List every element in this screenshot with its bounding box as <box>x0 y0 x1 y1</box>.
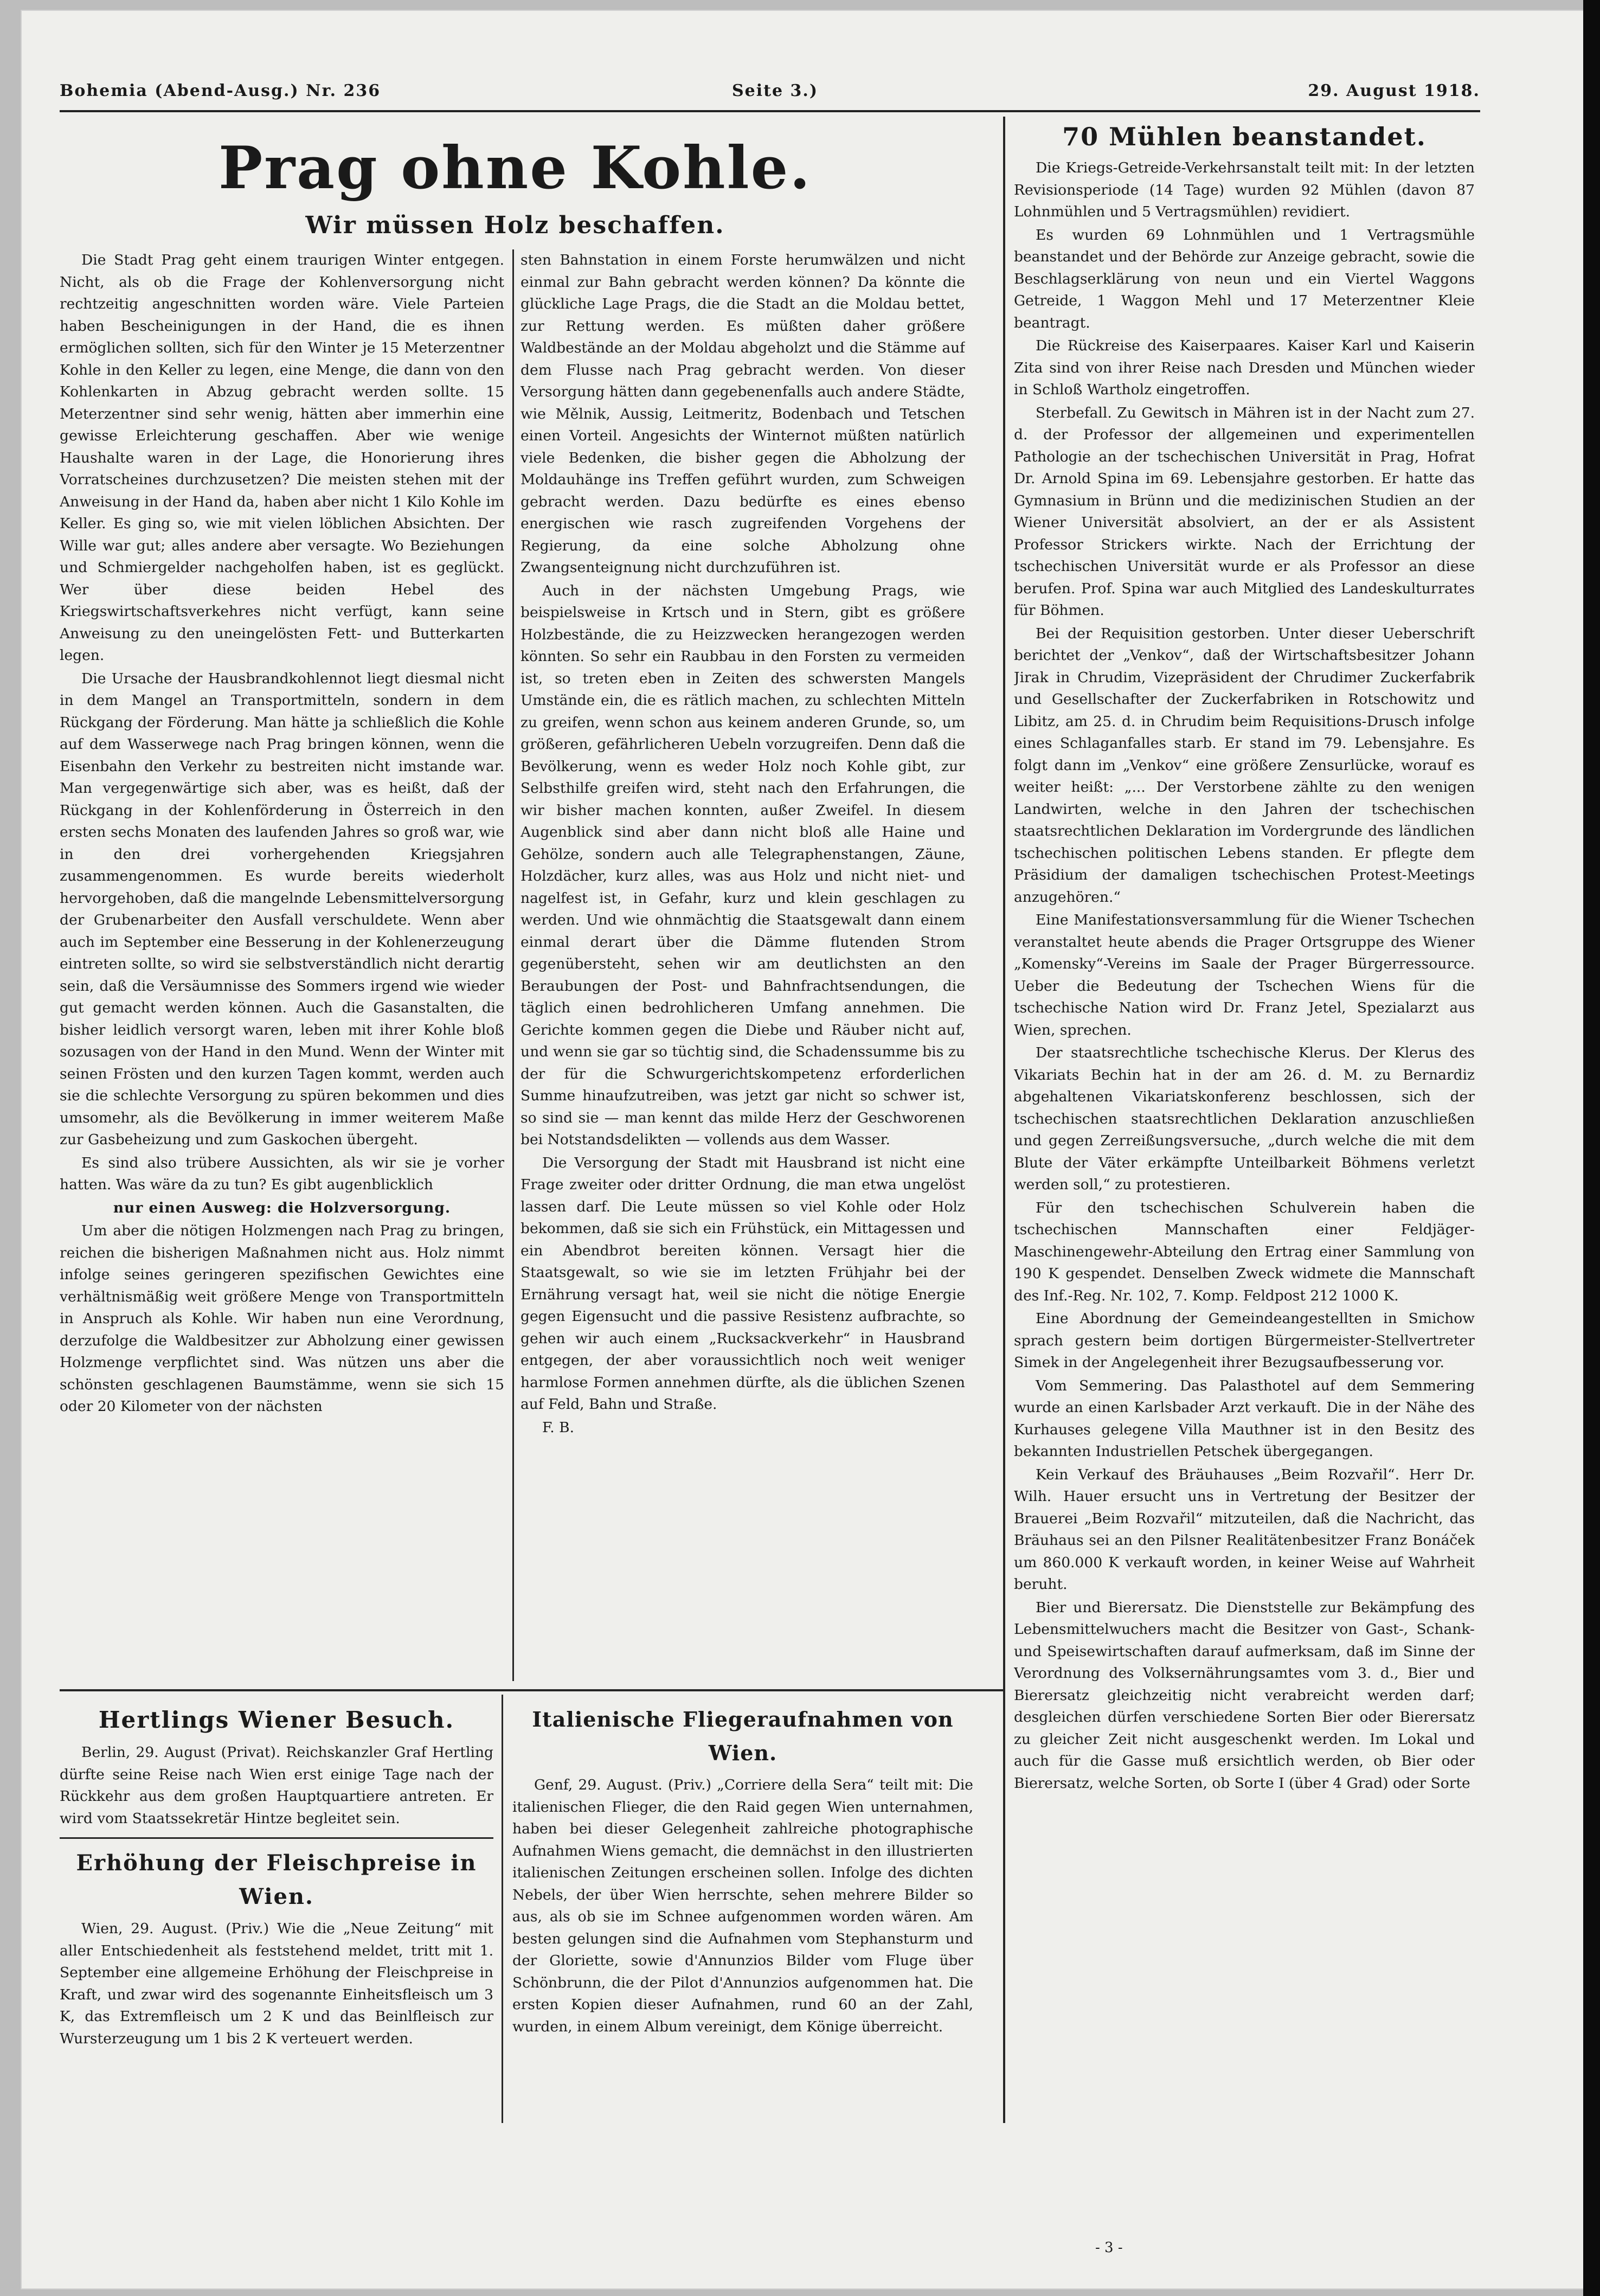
paragraph: Eine Manifestationsversammlung für die Wiener Tschechen veranstaltet heute abends die Prager Ortsgruppe des Wiener „Komensky“-Vereins im Saale der Prager Bürgerressource. Ueber die Bedeutung der Tschechen Wiens für die tschechische Nation wird Dr. Franz Jetel, Spezialarzt aus Wien, sprechen. <box>1014 912 1475 1038</box>
paragraph: Die Versorgung der Stadt mit Hausbrand ist nicht eine Frage zweiter oder dritter Ordnung, die man etwa ungelöst lassen darf. Die Leute müssen so viel Kohle oder Holz bekommen, daß sie sich ein Frühstück, ein Mittagessen und ein Abendbrot bereiten können. Versagt hier die Staatsgewalt, so wie sie im letzten Frühjahr bei der Ernährung versagt hat, weil sie nicht die nötige Energie gegen Eigensucht und die passive Resistenz aufbrachte, so gehen wir auch einem „Rucksackverkehr“ in Hausbrand entgegen, der aber voraussichtlich noch weit weniger harmlose Formen annehmen dürfte, als die üblichen Szenen auf Feld, Bahn und Straße. <box>521 1154 965 1413</box>
paragraph: sten Bahnstation in einem Forste herumwälzen und nicht einmal zur Bahn gebracht werden können? Da könnte die glückliche Lage Prags, die die Stadt an die Moldau bettet, zur Rettung werden. Es müßten daher größere Waldbestände an der Moldau abgeholzt und die Stämme auf dem Flusse nach Prag gebracht werden. Von dieser Versorgung hätten dann gegebenenfalls auch andere Städte, wie Mělnik, Aussig, Leitmeritz, Bodenbach und Tetschen einen Vorteil. Angesichts der Winternot müßten natürlich viele Bedenken, die bisher gegen die Abholzung der Moldauhänge ins Treffen geführt wurden, zum Schweigen gebracht werden. Dazu bedürfte es eines ebenso energischen wie rasch zugreifenden Vorgehens der Regierung, da eine solche Abholzung ohne Zwangsenteignung nicht durchzuführen ist. <box>521 252 965 576</box>
column-divider <box>1003 117 1005 2123</box>
main-article-subtitle: Wir müssen Holz beschaffen. <box>305 211 725 239</box>
bottom-left-articles <box>60 1703 493 2126</box>
paragraph: Berlin, 29. August (Privat). Reichskanzler Graf Hertling dürfte seine Reise nach Wien erst einige Tage nach der Rückkehr aus dem großen Hauptquartiere antreten. Er wird vom Staatssekretär Hintze begleitet sein. <box>60 1744 493 1827</box>
paragraph: Bier und Bierersatz. Die Dienststelle zur Bekämpfung des Lebensmittelwuchers macht die Besitzer von Gast-, Schank- und Speisewirtschaften darauf aufmerksam, daß im Sinne der Verordnung des Volksernährungsamtes vom 3. d., Bier und Bierersatz gleichzeitig nicht verabreicht werden darf; desgleichen dürfen verschiedene Sorten Bier oder Bierersatz zu gleicher Zeit nicht ausgeschenkt werden. Im Lokal und auch für die Gasse muß ersichtlich werden, ob Bier oder Bierersatz, welche Sorten, ob Sorte I (über 4 Grad) oder Sorte <box>1014 1599 1475 1792</box>
paragraph: Der staatsrechtliche tschechische Klerus. Der Klerus des Vikariats Bechin hat in der am 26. d. M. zu Bernardiz abgehaltenen Vikariatskonferenz beschlossen, sich der tschechischen staatsrechtlichen Deklaration anzuschließen und gegen Zerreißungsversuche, „durch welche die mit dem Blute der Väter erkämpfte Unteilbarkeit Böhmens verletzt werden soll,“ zu protestieren. <box>1014 1044 1475 1193</box>
paragraph: Auch in der nächsten Umgebung Prags, wie beispielsweise in Krtsch und in Stern, gibt es größere Holzbestände, die zu Heizzwecken herangezogen werden könnten. So sehr ein Raubbau in den Forsten zu vermeiden ist, so treten eben in Zeiten des schwersten Mangels Umstände ein, die es rätlich machen, zu schlechten Mitteln zu greifen, wenn schon aus keinem anderen Grunde, so, um größeren, gefährlicheren Uebeln vorzugreifen. Denn daß die Bevölkerung, wenn es weder Holz noch Kohle gibt, zur Selbsthilfe greifen wird, steht nach den Erfahrungen, die wir bisher machen konnten, außer Zweifel. In diesem Augenblick sind aber dann nicht bloß alle Haine und Gehölze, sondern auch alle Telegraphenstangen, Zäune, Holzdächer, kurz alles, was aus Holz und nicht niet- und nagelfest ist, in Gefahr, kurz und klein geschlagen zu werden. Und wie ohnmächtig die Staatsgewalt dann einem einmal derart über die Dämme flutenden Strom gegenübersteht, sehen wir am deutlichsten an den Beraubungen der Post- und Bahnfrachtsendungen, die täglich einen bedrohlicheren Umfang annehmen. Die Gerichte kommen gegen die Diebe und Räuber nicht auf, und wenn sie gar so tüchtig sind, die Schadenssumme bis zu der für die Schwurgerichtskompetenz erforderlichen Summe hinaufzutreiben, was jetzt gar nicht so schwer ist, so sind sie — man kennt das milde Herz der Geschworenen bei Notstandsdelikten — vollends aus dem Wasser. <box>521 582 965 1148</box>
paragraph: Wien, 29. August. (Priv.) Wie die „Neue Zeitung“ mit aller Entschiedenheit als feststehend meldet, tritt mit 1. September eine allgemeine Erhöhung der Fleischpreise in Kraft, und zwar wird des sogenannte Einheitsfleisch um 3 K, das Extremfleisch um 2 K und das Beinlfleisch zur Wursterzeugung um 1 bis 2 K verteuert werden. <box>60 1920 493 2047</box>
column-divider <box>512 249 514 1681</box>
paragraph: Genf, 29. August. (Priv.) „Corriere della Sera“ teilt mit: Die italienischen Flieger, die den Raid gegen Wien unternahmen, haben bei dieser Gelegenheit zahlreiche photographische Aufnahmen Wiens gemacht, die demnächst in den illustrierten italienischen Zeitungen erscheinen sollen. Infolge des dichten Nebels, der über Wien herrschte, sehen mehrere Bilder so aus, als ob sie im Schnee aufgenommen worden wären. Am besten gelungen sind die Aufnahmen vom Stephansturm und der Gloriette, sowie d'Annunzios Bilder vom Fluge über Schönbrunn, die der Pilot d'Annunzios aufgenommen hat. Die ersten Kopien dieser Aufnahmen, rund 60 an der Zahl, wurden, in einem Album vereinigt, dem Könige überreicht. <box>512 1776 973 2035</box>
paragraph: Kein Verkauf des Bräuhauses „Beim Rozvařil“. Herr Dr. Wilh. Hauer ersucht uns in Vertretung der Besitzer der Brauerei „Beim Rozvařil“ mitzuteilen, daß die Nachricht, das Bräuhaus sei an den Pilsner Realitätenbesitzer Franz Bonáček um 860.000 K verkauft worden, in keiner Weise auf Wahrheit beruht. <box>1014 1466 1475 1593</box>
main-article-col1 <box>60 249 504 1681</box>
article-signature: F. B. <box>542 1419 575 1436</box>
main-article-heading <box>60 130 971 249</box>
header-date: 29. August 1918. <box>1308 81 1480 100</box>
paragraph: Es sind also trübere Aussichten, als wir sie je vorher hatten. Was wäre da zu tun? Es gibt augenblicklich <box>60 1154 504 1193</box>
paragraph: Die Kriegs-Getreide-Verkehrsanstalt teilt mit: In der letzten Revisionsperiode (14 Tage) wurden 92 Mühlen (davon 87 Lohnmühlen und 5 Vertragsmühlen) revidiert. <box>1014 159 1475 220</box>
paragraph: Vom Semmering. Das Palasthotel auf dem Semmering wurde an einen Karlsbader Arzt verkauft. Die in der Nähe des Kurhauses gelegene Villa Mauthner ist in den Besitz des bekannten Industriellen Petschek übergegangen. <box>1014 1377 1475 1460</box>
paragraph: Die Ursache der Hausbrandkohlennot liegt diesmal nicht in dem Mangel an Transportmitteln, sondern in dem Rückgang der Förderung. Man hätte ja schließlich die Kohle auf dem Wasserwege nach Prag bringen können, wenn die Eisenbahn den Verkehr zu bestreiten nicht imstande war. Man vergegenwärtige sich aber, was es heißt, daß der Rückgang in der Kohlenförderung in Österreich in den ersten sechs Monaten des laufenden Jahres so groß war, wie in den drei vorhergehenden Kriegsjahren zusammengenommen. Es wurde bereits wiederholt hervorgehoben, daß die mangelnde Lebensmittelversorgung der Grubenarbeiter den Ausfall verschuldete. Wenn aber auch im September eine Besserung in der Kohlenerzeugung eintreten sollte, so wird sie selbstverständlich nicht derartig sein, daß die Versäumnisse des Sommers irgend wie wieder gut gemacht werden können. Auch die Gasanstalten, die bisher leidlich versorgt waren, leben mit ihrer Kohle bloß sozusagen von der Hand in den Mund. Wenn der Winter mit seinen Frösten und den kurzen Tagen kommt, werden auch sie die schlechte Versorgung zu spüren bekommen und dies umsomehr, als die Bevölkerung in immer weiterem Maße zur Gasbeheizung und zum Gaskochen übergeht. <box>60 670 504 1148</box>
article-divider <box>60 1837 493 1839</box>
paragraph: Die Rückreise des Kaiserpaares. Kaiser Karl und Kaiserin Zita sind von ihrer Reise nach Dresden und München wieder in Schloß Wartholz eingetroffen. <box>1014 337 1475 398</box>
header-rule <box>60 110 1480 112</box>
paragraph: Für den tschechischen Schulverein haben die tschechischen Mannschaften einer Feldjäger-Maschinengewehr-Abteilung den Ertrag einer Sammlung von 190 K gespendet. Denselben Zweck widmete die Mannschaft des Inf.-Reg. Nr. 102, 7. Komp. Feldpost 212 1000 K. <box>1014 1199 1475 1304</box>
main-article-title: Prag ohne Kohle. <box>219 134 812 202</box>
section-divider <box>60 1689 1003 1691</box>
column-divider <box>502 1695 503 2123</box>
article-title-fleischpreise: Erhöhung der Fleischpreise in Wien. <box>76 1850 477 1909</box>
page-header <box>60 81 1480 106</box>
section-heading: nur einen Ausweg: die Holzversorgung. <box>113 1199 451 1216</box>
header-publication: Bohemia (Abend-Ausg.) Nr. 236 <box>60 81 381 100</box>
paragraph: Um aber die nötigen Holzmengen nach Prag zu bringen, reichen die bisherigen Maßnahmen nicht aus. Holz nimmt infolge seines geringeren spezifischen Gewichtes eine verhältnismäßig weit größere Menge von Transportmitteln in Anspruch als Kohle. Wir haben nun eine Verordnung, derzufolge die Waldbesitzer zur Abholzung einer gewissen Holzmenge verpflichtet sind. Was nützen uns aber die schönsten geschlagenen Baumstämme, wenn sie sich 15 oder 20 Kilometer von der nächsten <box>60 1222 504 1415</box>
right-column <box>1014 119 1475 2147</box>
article-title-hertling: Hertlings Wiener Besuch. <box>98 1707 455 1733</box>
bottom-center-article <box>512 1703 973 2126</box>
paragraph: Bei der Requisition gestorben. Unter dieser Ueberschrift berichtet der „Venkov“, daß der Wirtschaftsbesitzer Johann Jirak in Chrudim, Vizepräsident der Chrudimer Zuckerfabrik und Gesellschafter der Zuckerfabriken in Rotschowitz und Libitz, am 25. d. in Chrudim beim Requisitions-Drusch infolge eines Schlaganfalles starb. Er stand im 79. Lebensjahre. Es folgt dann im „Venkov“ eine größere Zensurlücke, worauf es weiter heißt: „... Der Verstorbene zählte zu den wenigen Landwirten, welche in den Jahren der tschechischen staatsrechtlichen Deklaration im Vordergrunde des ländlichen tschechischen politischen Lebens standen. Er pflegte dem Präsidium der damaligen tschechischen Protest-Meetings anzugehören.“ <box>1014 625 1475 906</box>
paragraph: Es wurden 69 Lohnmühlen und 1 Vertragsmühle beanstandet und der Behörde zur Anzeige gebracht, sowie die Beschlagserklärung von neun und ein Viertel Waggons Getreide, 1 Waggon Mehl und 17 Meterzentner Kleie beantragt. <box>1014 226 1475 331</box>
article-title-flieger: Italienische Fliegeraufnahmen von Wien. <box>532 1707 954 1765</box>
scan-edge <box>1583 0 1600 2296</box>
paragraph: Eine Abordnung der Gemeindeangestellten in Smichow sprach gestern beim dortigen Bürgermeister-Stellvertreter Simek in der Angelegenheit ihrer Bezugsaufbesserung vor. <box>1014 1310 1475 1371</box>
paragraph: Die Stadt Prag geht einem traurigen Winter entgegen. Nicht, als ob die Frage der Kohlenversorgung nicht rechtzeitig angeschnitten worden wäre. Viele Parteien haben Bescheinigungen in der Hand, die es ihnen ermöglichen sollten, sich für den Winter je 15 Meterzentner Kohle in den Keller zu legen, eine Menge, die dann von den Kohlenkarten in Abzug gebracht werden sollte. 15 Meterzentner sind sehr wenig, hätten aber immerhin eine gewisse Erleichterung geschaffen. Aber wie wenige Haushalte waren in der Lage, die Honorierung ihres Vorratscheines durchzusetzen? Die meisten stehen mit der Anweisung in der Hand da, haben aber nicht 1 Kilo Kohle im Keller. Es ging so, wie mit vielen löblichen Absichten. Der Wille war gut; alles andere aber versagte. Wo Beziehungen und Schmiergelder nachgeholfen haben, ist es geglückt. Wer über diese beiden Hebel des Kriegswirtschaftsverkehres nicht verfügt, kann seine Anweisung zu den uneingelösten Fett- und Butterkarten legen. <box>60 252 504 664</box>
header-page: Seite 3.) <box>732 81 819 100</box>
paragraph: Sterbefall. Zu Gewitsch in Mähren ist in der Nacht zum 27. d. der Professor der allgemeinen und experimentellen Pathologie an der tschechischen Universität in Prag, Hofrat Dr. Arnold Spina im 69. Lebensjahre gestorben. Er hatte das Gymnasium in Brünn und die medizinischen Studien an der Wiener Universität absolviert, an der er als Assistent Professor Strickers wirkte. Nach der Errichtung der tschechischen Universität wurde er als Professor an diese berufen. Prof. Spina war auch Mitglied des Landeskulturrates für Böhmen. <box>1014 404 1475 619</box>
main-article-col2 <box>521 249 965 1681</box>
right-column-title: 70 Mühlen beanstandet. <box>1062 122 1426 151</box>
page-mark: - 3 - <box>1095 2240 1123 2256</box>
